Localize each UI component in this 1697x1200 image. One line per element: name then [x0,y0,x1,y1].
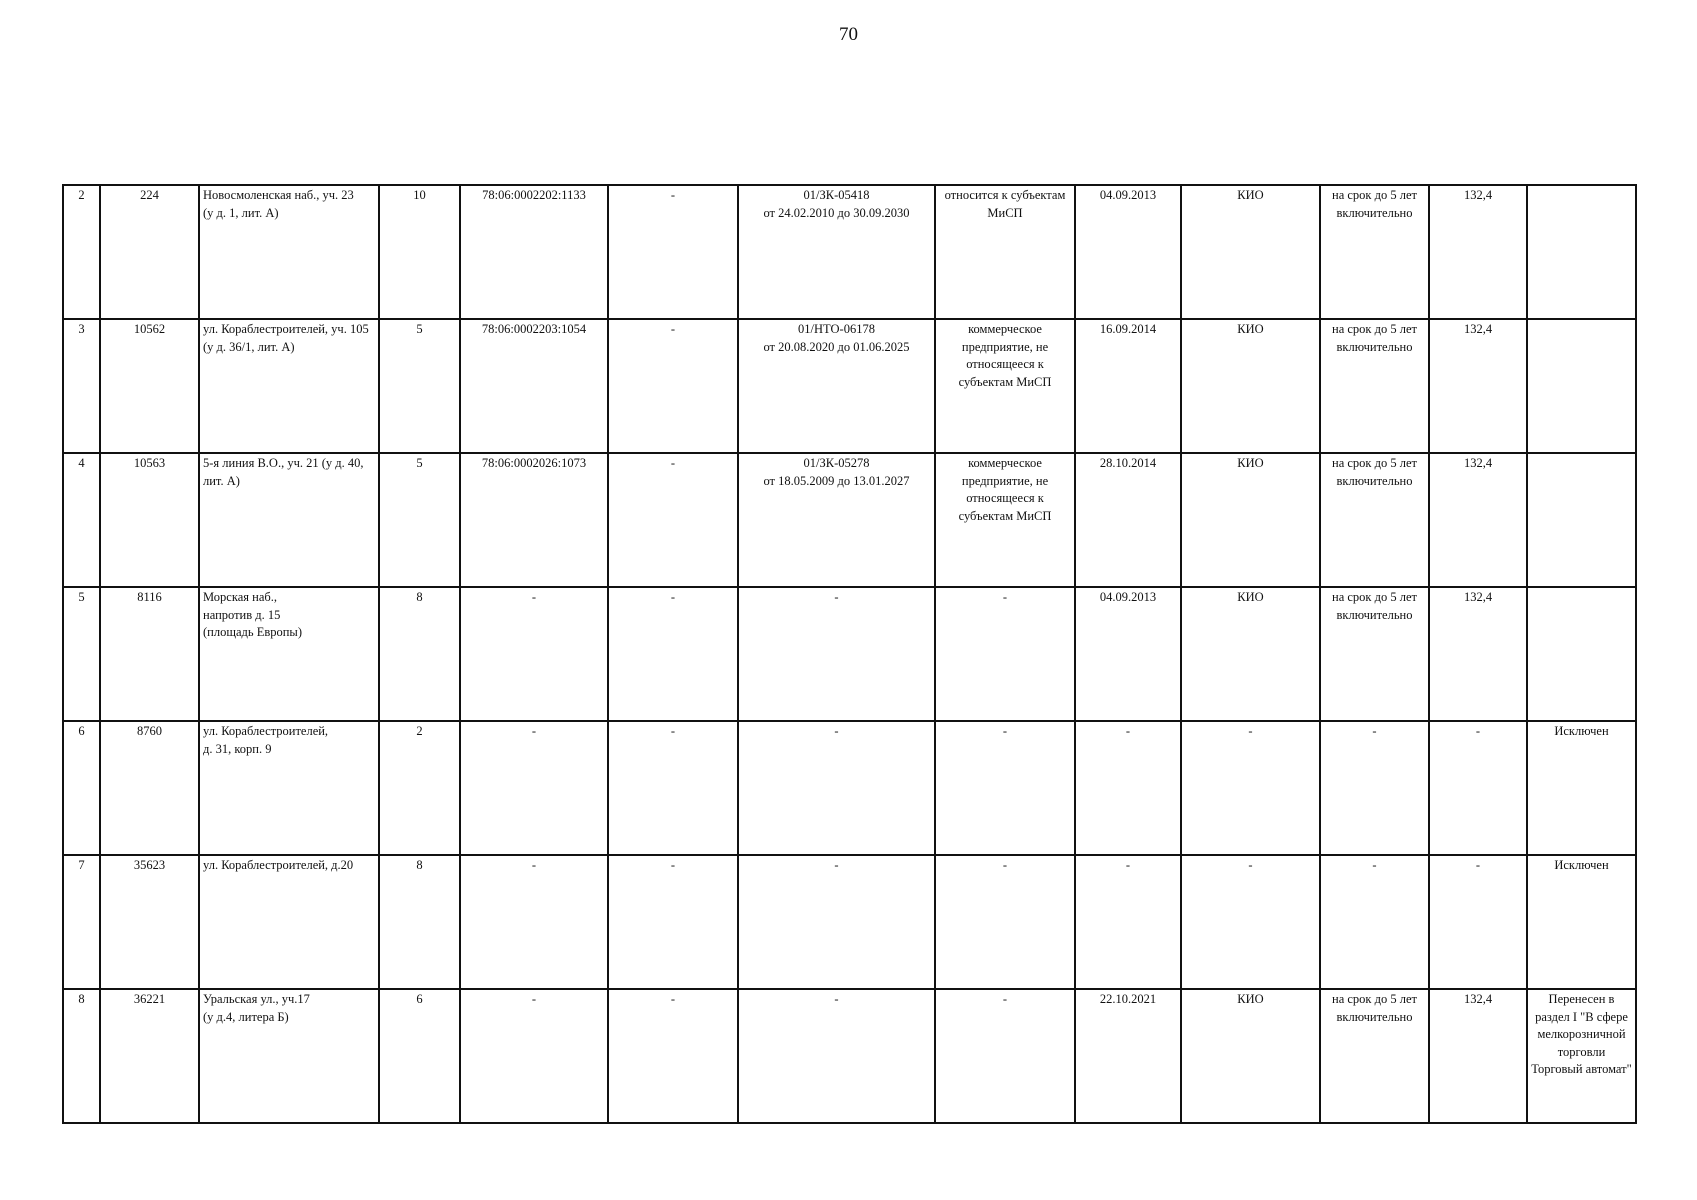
entity-type-cell [935,453,1075,587]
contract-cell-text: - [834,590,839,604]
table-row [63,319,1636,453]
count-cell [379,185,460,319]
entity-type-cell-text: относится к субъектам МиСП [944,188,1066,220]
note-cell [1527,989,1636,1123]
row-number-cell-text: 8 [78,992,85,1006]
contract-cell [738,453,935,587]
cadastral-number-cell-text: - [531,724,537,738]
date-cell-text: 16.09.2014 [1099,322,1157,336]
object-id-cell [100,989,199,1123]
address-cell-text: ул. Кораблестроителей, д. 31, корп. 9 [203,724,329,756]
dash-cell [608,587,738,721]
address-cell-text: ул. Кораблестроителей, д.20 [203,858,354,872]
row-number-cell [63,319,100,453]
count-cell-text: 2 [416,724,423,738]
count-cell [379,453,460,587]
address-cell-text: ул. Кораблестроителей, уч. 105 (у д. 36/1, лит. А) [203,322,369,354]
area-cell [1429,319,1527,453]
term-cell [1320,587,1429,721]
count-cell-text: 5 [416,456,423,470]
term-cell [1320,721,1429,855]
count-cell [379,587,460,721]
address-cell-text: 5-я линия В.О., уч. 21 (у д. 40, лит. А) [203,456,364,488]
address-cell-text: Морская наб., напротив д. 15 (площадь Европы) [203,590,302,639]
dash-cell [608,185,738,319]
object-id-cell [100,185,199,319]
contract-cell [738,319,935,453]
table-row [63,855,1636,989]
note-cell-text: Исключен [1554,724,1609,738]
area-cell-text: 132,4 [1463,456,1493,470]
area-cell [1429,855,1527,989]
count-cell-text: 6 [416,992,423,1006]
contract-cell [738,721,935,855]
cadastral-number-cell-text: - [531,858,537,872]
dash-cell [608,319,738,453]
row-number-cell [63,453,100,587]
date-cell [1075,453,1181,587]
date-cell-text: 04.09.2013 [1099,590,1157,604]
date-cell-text: 22.10.2021 [1099,992,1157,1006]
cadastral-number-cell [460,855,608,989]
cadastral-number-cell [460,319,608,453]
area-cell-text: 132,4 [1463,590,1493,604]
count-cell [379,319,460,453]
authority-cell [1181,453,1320,587]
contract-cell [738,989,935,1123]
dash-cell-text: - [670,858,676,872]
date-cell [1075,319,1181,453]
entity-type-cell [935,721,1075,855]
row-number-cell-text: 6 [78,724,85,738]
dash-cell-text: - [670,188,676,202]
date-cell [1075,587,1181,721]
area-cell [1429,721,1527,855]
authority-cell [1181,989,1320,1123]
dash-cell [608,855,738,989]
object-id-cell-text: 10563 [133,456,166,470]
address-cell [199,453,379,587]
address-cell [199,855,379,989]
row-number-cell [63,855,100,989]
dash-cell [608,989,738,1123]
row-number-cell-text: 2 [78,188,85,202]
area-cell [1429,453,1527,587]
term-cell-text: на срок до 5 лет включительно [1332,992,1417,1024]
term-cell-text: - [1372,858,1377,872]
address-cell-text: Уральская ул., уч.17 (у д.4, литера Б) [203,992,310,1024]
authority-cell-text: - [1248,858,1253,872]
date-cell-text: 04.09.2013 [1099,188,1157,202]
note-cell-text: Перенесен в раздел I "В сфере мелкорозничной торговли Торговый автомат" [1531,992,1632,1076]
cadastral-number-cell-text: 78:06:0002026:1073 [481,456,587,470]
address-cell [199,721,379,855]
authority-cell [1181,721,1320,855]
page-number: 70 [839,24,858,45]
object-id-cell-text: 36221 [133,992,166,1006]
entity-type-cell [935,319,1075,453]
entity-type-cell-text: - [1002,858,1008,872]
count-cell-text: 8 [416,590,423,604]
note-cell-text: Исключен [1554,858,1609,872]
object-id-cell-text: 224 [140,188,159,202]
authority-cell-text: КИО [1237,590,1264,604]
cadastral-number-cell-text: - [531,590,537,604]
table-row [63,587,1636,721]
authority-cell-text: - [1248,724,1253,738]
area-cell-text: - [1475,858,1481,872]
area-cell-text: - [1475,724,1481,738]
row-number-cell-text: 4 [78,456,85,470]
term-cell [1320,319,1429,453]
area-cell-text: 132,4 [1463,322,1493,336]
cadastral-number-cell [460,185,608,319]
registry-table [62,184,1637,1124]
authority-cell [1181,855,1320,989]
entity-type-cell [935,989,1075,1123]
table-row [63,721,1636,855]
term-cell [1320,185,1429,319]
contract-cell-text: 01/ЗК-05418 от 24.02.2010 до 30.09.2030 [763,188,910,220]
entity-type-cell [935,855,1075,989]
address-cell [199,185,379,319]
date-cell [1075,855,1181,989]
count-cell [379,721,460,855]
contract-cell-text: 01/НТО-06178 от 20.08.2020 до 01.06.2025 [763,322,910,354]
term-cell-text: - [1372,724,1377,738]
cadastral-number-cell-text: - [531,992,537,1006]
count-cell-text: 8 [416,858,423,872]
object-id-cell-text: 10562 [133,322,166,336]
contract-cell-text: - [834,858,839,872]
table-row [63,453,1636,587]
authority-cell-text: КИО [1237,992,1264,1006]
date-cell-text: 28.10.2014 [1099,456,1157,470]
entity-type-cell-text: - [1002,992,1008,1006]
object-id-cell [100,721,199,855]
entity-type-cell-text: - [1002,724,1008,738]
date-cell [1075,721,1181,855]
dash-cell [608,453,738,587]
count-cell [379,855,460,989]
cadastral-number-cell [460,587,608,721]
note-cell [1527,453,1636,587]
dash-cell [608,721,738,855]
table-row [63,989,1636,1123]
address-cell [199,587,379,721]
count-cell-text: 5 [416,322,423,336]
address-cell [199,989,379,1123]
object-id-cell [100,453,199,587]
object-id-cell [100,587,199,721]
date-cell [1075,989,1181,1123]
area-cell-text: 132,4 [1463,188,1493,202]
note-cell [1527,185,1636,319]
entity-type-cell [935,185,1075,319]
authority-cell-text: КИО [1237,188,1264,202]
term-cell [1320,855,1429,989]
count-cell [379,989,460,1123]
object-id-cell-text: 35623 [133,858,166,872]
note-cell [1527,855,1636,989]
area-cell [1429,989,1527,1123]
contract-cell [738,587,935,721]
object-id-cell [100,855,199,989]
entity-type-cell [935,587,1075,721]
authority-cell-text: КИО [1237,456,1264,470]
cadastral-number-cell [460,453,608,587]
term-cell-text: на срок до 5 лет включительно [1332,456,1417,488]
dash-cell-text: - [670,992,676,1006]
object-id-cell [100,319,199,453]
cadastral-number-cell-text: 78:06:0002203:1054 [481,322,587,336]
table-row [63,185,1636,319]
term-cell [1320,989,1429,1123]
authority-cell [1181,319,1320,453]
entity-type-cell-text: коммерческое предприятие, не относящееся к субъектам МиСП [958,456,1052,523]
contract-cell [738,185,935,319]
area-cell-text: 132,4 [1463,992,1493,1006]
date-cell-text: - [1125,858,1131,872]
note-cell [1527,721,1636,855]
entity-type-cell-text: - [1002,590,1008,604]
object-id-cell-text: 8116 [137,590,162,604]
dash-cell-text: - [670,590,676,604]
term-cell-text: на срок до 5 лет включительно [1332,188,1417,220]
authority-cell-text: КИО [1237,322,1264,336]
row-number-cell-text: 3 [78,322,85,336]
cadastral-number-cell [460,989,608,1123]
entity-type-cell-text: коммерческое предприятие, не относящееся к субъектам МиСП [958,322,1052,389]
address-cell [199,319,379,453]
cadastral-number-cell [460,721,608,855]
count-cell-text: 10 [413,188,426,202]
date-cell-text: - [1125,724,1131,738]
term-cell [1320,453,1429,587]
term-cell-text: на срок до 5 лет включительно [1332,590,1417,622]
contract-cell [738,855,935,989]
row-number-cell [63,587,100,721]
contract-cell-text: 01/ЗК-05278 от 18.05.2009 до 13.01.2027 [763,456,910,488]
area-cell [1429,185,1527,319]
area-cell [1429,587,1527,721]
dash-cell-text: - [670,456,676,470]
date-cell [1075,185,1181,319]
contract-cell-text: - [834,992,839,1006]
row-number-cell-text: 5 [78,590,85,604]
row-number-cell-text: 7 [78,858,85,872]
row-number-cell [63,721,100,855]
dash-cell-text: - [670,724,676,738]
address-cell-text: Новосмоленская наб., уч. 23 (у д. 1, лит. А) [203,188,354,220]
contract-cell-text: - [834,724,839,738]
term-cell-text: на срок до 5 лет включительно [1332,322,1417,354]
note-cell [1527,587,1636,721]
row-number-cell [63,989,100,1123]
object-id-cell-text: 8760 [137,724,162,738]
row-number-cell [63,185,100,319]
authority-cell [1181,185,1320,319]
cadastral-number-cell-text: 78:06:0002202:1133 [482,188,586,202]
authority-cell [1181,587,1320,721]
note-cell [1527,319,1636,453]
dash-cell-text: - [670,322,676,336]
